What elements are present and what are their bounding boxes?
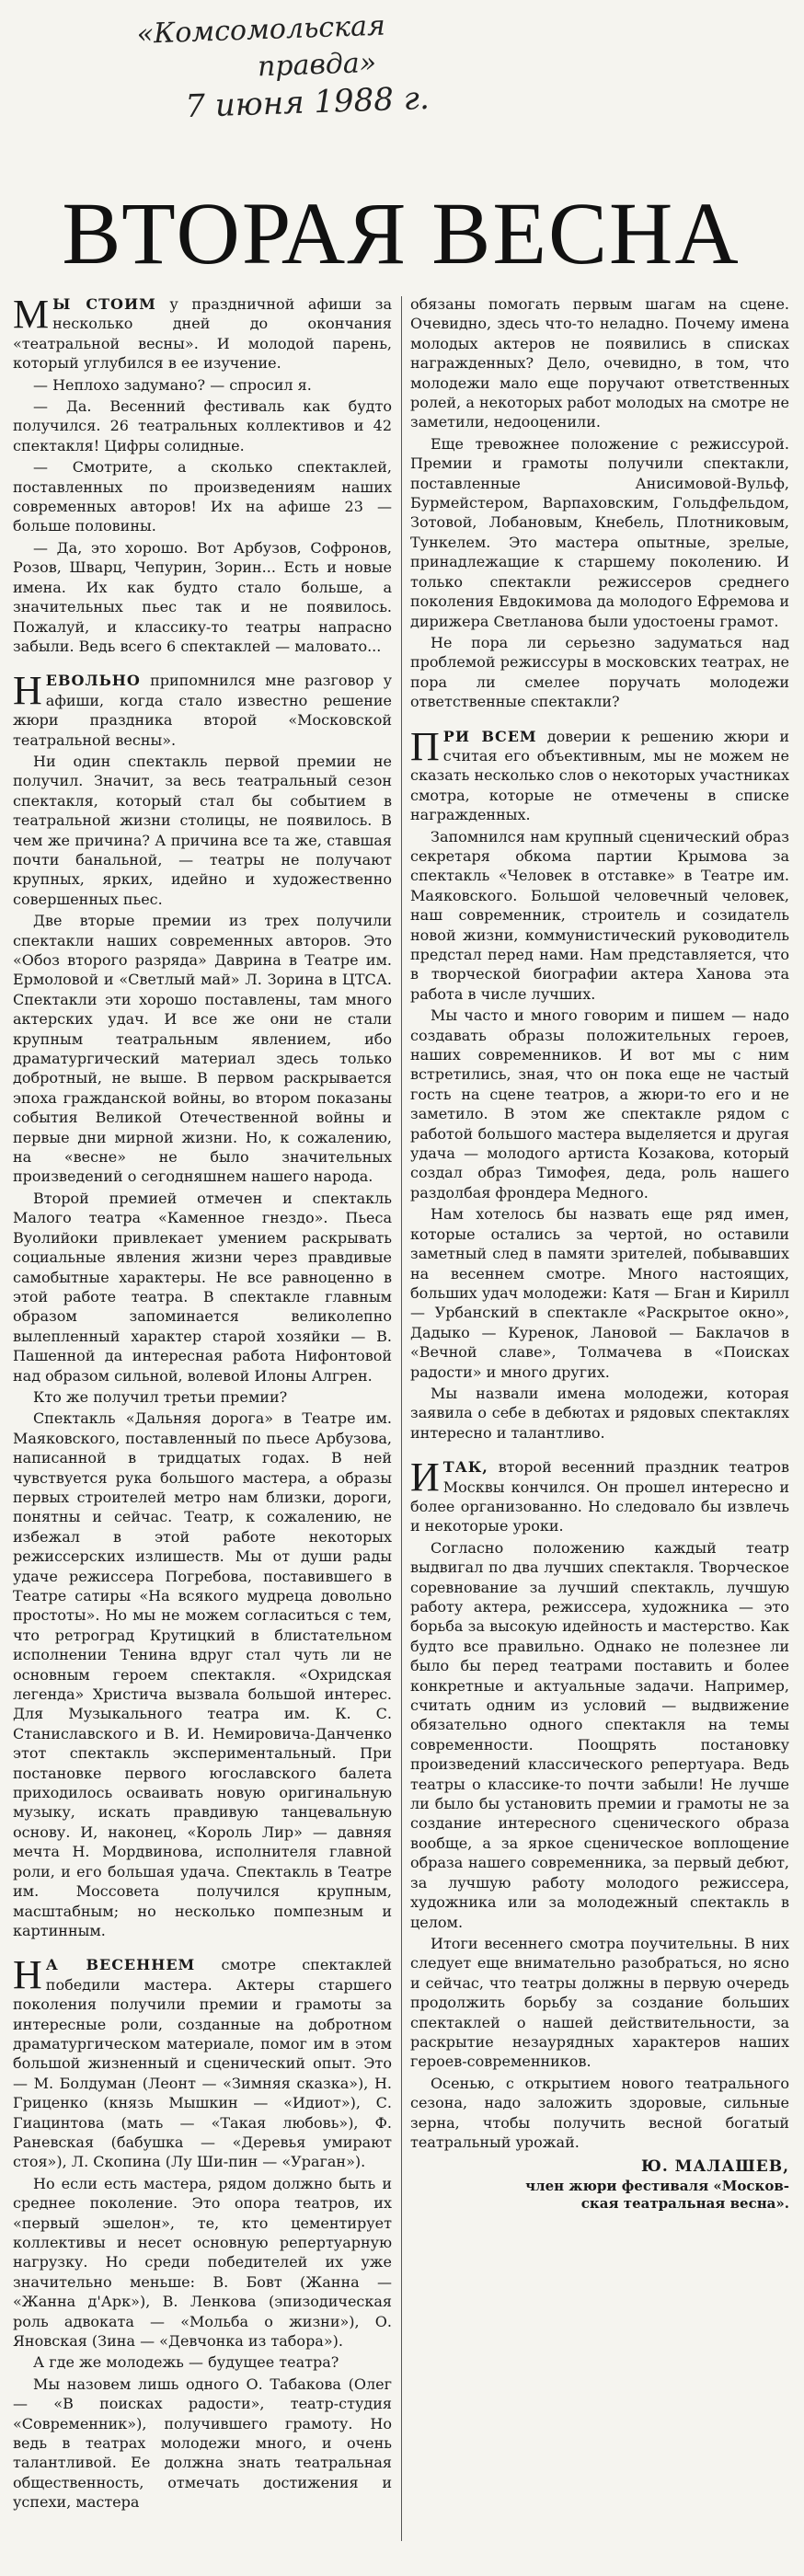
article-paragraph: Ни один спектакль первой премии не получил. Значит, за весь театральный сезон спектакля, который стал бы событием в театральной жизни столицы, не появилось. В чем же причина? А причина все та же, ставшая почти банальной, — театры не получают крупных, ярких, идейно и художественно совершенных пьес.	[13, 752, 392, 908]
paragraph-text: припомнился мне разговор у афиши, когда стало известно решение жюри праздника второй «Московской театральной весны».	[13, 672, 392, 749]
section-break	[410, 1444, 789, 1457]
column-divider	[401, 296, 402, 2541]
annotation-newspaper: «Комсомольская	[136, 9, 386, 51]
drop-cap: Н	[13, 668, 42, 714]
handwritten-annotation	[136, 6, 453, 127]
author-role: член жюри фестиваля «Москов-	[525, 2177, 789, 2194]
article-paragraph: Согласно положению каждый театр выдвигал по два лучших спектакля. Творческое соревнование за лучший спектакль, лучшую работу актера, режиссера, художника — это борьба за высокую идейность и мастерство. Как будто все правильно. Однако не полезнее ли было бы перед театрами поставить и более конкретные и актуальные задачи. Например, считать одним из условий — выдвижение обязательно одного спектакля на темы современности. Поощрять постановку произведений классического репертуара. Ведь театры о классике-то почти забыли! Не лучше ли было бы установить премии и грамоты не за создание интересного сценического образа вообще, а за яркое сценическое воплощение образа нашего современника, за первый дебют, за лучшую работу молодого режиссера, художника или за молодежный спектакль в целом.	[410, 1538, 789, 1931]
drop-cap: М	[13, 292, 50, 337]
article-paragraph: Не пора ли серьезно задуматься над проблемой режиссуры в московских театрах, не пора ли смелее поручать молодежи ответственные спектакли?	[410, 633, 789, 711]
dialog-line: — Да. Весенний фестиваль как будто получился. 26 театральных коллективов и 42 спектакля! Цифры солидные.	[13, 397, 392, 454]
dialog-line: — Неплохо задумано? — спросил я.	[33, 375, 312, 394]
section-break	[410, 714, 789, 727]
section-break	[13, 658, 392, 671]
article-paragraph	[410, 723, 789, 825]
article-paragraph	[13, 1952, 392, 2171]
article-right-column	[410, 294, 789, 2213]
paragraph-text: доверии к решению жюри и считая его объективным, мы не можем не сказать несколько слов о некоторых участниках смотра, которые не отмечены в списке награжденных.	[410, 727, 789, 824]
article-paragraph: Спектакль «Дальняя дорога» в Театре им. Маяковского, поставленный по пьесе Арбузова, написанной в тридцатых годах. В ней чувствуется рука большого мастера, а образы первых строителей метро нам близки, дороги, понятны и сейчас. Театр, к сожалению, не избежал в этой работе некоторых режиссерских излишеств. Мы от души рады удаче режиссера Погребова, поставившего в Театре сатиры «На всякого мудреца довольно простоты». Но мы не можем согласиться с тем, что ретроград Крутицкий в блистательном исполнении Тенина вдруг стал чуть ли не основным героем спектакля. «Охридская легенда» Христича вызвала большой интерес. Для Музыкального театра им. К. С. Станиславского и В. И. Немировича-Данченко этот спектакль экспериментальный. При постановке первого югославского балета приходилось осваивать новую оригинальную музыку, искать правдивую танцевальную основу. И, наконец, «Король Лир» — давняя мечта Н. Мордвинова, исполнителя главной роли, и его большая удача. Спектакль в Театре им. Моссовета получился крупным, масштабным; но несколько помпезным и картинным.	[13, 1409, 392, 1939]
dialog-line: — Смотрите, а сколько спектаклей, поставленных по произведениям наших современных авторов! Их на афише 23 — больше половины.	[13, 458, 392, 535]
paragraph-text: смотре спектаклей победили мастера. Актеры старшего поколения получили премии и грамоты за интересные роли, созданные на добротном драматургическом материале, помог им в этом большой жизненный и сценический опыт. Это — М. Болдуман (Леонт — «Зимняя сказка»), Н. Гриценко (князь Мышкин — «Идиот»), С. Гиацинтова (мать — «Такая любовь»), Ф. Раневская (бабушка — «Деревья умирают стоя»), Л. Скопина (Лу Ши-пин — «Ураган»).	[13, 1956, 392, 2171]
article-paragraph: Но если есть мастера, рядом должно быть и среднее поколение. Это опора театров, их «первый эшелон», те, кто цементирует коллективы и несет основную репертуарную нагрузку. Но среди победителей их уже значительно меньше: В. Бовт (Жанна — «Жанна д'Арк»), В. Ленкова (эпизодическая роль адвоката — «Мольба о жизни»), О. Яновская (Зина — «Девчонка из табора»).	[13, 2174, 392, 2351]
paragraph-text: второй весенний праздник театров Москвы кончился. Он прошел интересно и более организованно. Но следовало бы извлечь и некоторые уроки.	[410, 1458, 789, 1535]
paragraph-text: у праздничной афиши за несколько дней до окончания «театральной весны». И молодой парень, который углубился в ее изучение.	[13, 295, 392, 373]
article-paragraph: Второй премией отмечен и спектакль Малого театра «Каменное гнездо». Пьеса Вуолийоки привлекает умением раскрывать социальные явления жизни через правдивые самобытные характеры. Не все равноценно в этой работе театра. В спектакле главным образом запоминается великолепно вылепленный характер старой хозяйки — В. Пашенной да интересная работа Нифонтовой над образом сильной, волевой Илоны Алгрен.	[13, 1189, 392, 1385]
article-paragraph: Итоги весеннего смотра поучительны. В них следует еще внимательно разобраться, но ясно и сейчас, что театры должны в первую очередь продолжить борьбу за создание больших спектаклей о нашей действительности, за раскрытие незаурядных характеров наших героев-современников.	[410, 1934, 789, 2071]
lead-in-caps: А ВЕСЕННЕМ	[45, 1956, 196, 1974]
article-paragraph	[410, 1457, 789, 1536]
article-paragraph: Кто же получил третьи премии?	[33, 1387, 288, 1406]
lead-in-caps: Ы СТОИМ	[52, 295, 156, 313]
lead-in-caps: ТАК,	[442, 1458, 488, 1477]
lead-in-caps: РИ ВСЕМ	[442, 727, 537, 745]
article-paragraph: Еще тревожнее положение с режиссурой. Премии и грамоты получили спектакли, поставленные Анисимовой-Вульф, Бурмейстером, Варпаховским, Гольдфельдом, Зотовой, Лобановым, Кнебель, Плотниковым, Тункелем. Это мастера опытные, зрелые, принадлежащие к старшему поколению. И только спектакли режиссеров среднего поколения Евдокимова да молодого Ефремова и дирижера Светланова были удостоены грамот.	[410, 434, 789, 630]
article-paragraph: А где же молодежь — будущее театра?	[33, 2353, 339, 2372]
annotation-newspaper-cont: правда»	[257, 46, 377, 84]
article-paragraph	[13, 294, 392, 374]
author-role: ская театральная весна».	[580, 2194, 789, 2212]
article-paragraph: Две вторые премии из трех получили спектакли наших современных авторов. Это «Обоз второго разряда» Даврина в Театре им. Ермоловой и «Светлый май» Л. Зорина в ЦТСА. Спектакли эти хорошо поставлены, там много актерских удач. И все же они не стали крупным театральным явлением, ибо драматургический материал здесь только добротный, не выше. В первом раскрывается эпоха гражданской войны, во втором показаны события Великой Отечественной войны и первые дни мирной жизни. Но, к сожалению, на «весне» не было значительных произведений о сегодняшнем нашего народа.	[13, 912, 392, 1186]
drop-cap: П	[410, 723, 440, 769]
annotation-date: 7 июня 1988 г.	[184, 79, 431, 126]
drop-cap: Н	[13, 1952, 42, 1998]
article-left-column	[13, 294, 392, 2514]
article-paragraph: Осенью, с открытием нового театрального сезона, надо заложить здоровые, сильные зерна, чтобы получить весной богатый театральный урожай.	[410, 2074, 789, 2151]
article-paragraph: Нам хотелось бы назвать еще ряд имен, которые остались за чертой, но оставили заметный след в памяти зрителей, побывавших на весеннем смотре. Много настоящих, больших удач молодежи: Катя — Бган и Кирилл — Урбанский в спектакле «Раскрытое окно», Дадыко — Куренок, Лановой — Баклачов в «Вечной славе», Толмачева в «Поисках радости» и много других.	[410, 1205, 789, 1381]
article-paragraph: Мы назовем лишь одного О. Табакова (Олег — «В поисках радости», театр-студия «Современник»), получившего грамоту. Но ведь в театрах молодежи много, и очень талантливой. Ее должна знать театральная общественность, отмечать достижения и успехи, мастера	[13, 2375, 392, 2512]
drop-cap: И	[410, 1455, 440, 1501]
article-paragraph: обязаны помогать первым шагам на сцене. Очевидно, здесь что-то неладно. Почему имена молодых актеров не появились в списках награжденных? Дело, очевидно, в том, что молодежи мало еще поручают ответственных ролей, а некоторых работ молодых на смотре не заметили, недооценили.	[410, 295, 789, 431]
article-headline: ВТОРАЯ ВЕСНА	[62, 184, 741, 282]
article-paragraph: Мы часто и много говорим и пишем — надо создавать образы положительных героев, наших современников. И вот мы с ним встретились, зная, что он пока еще не частый гость на сцене театров, а жюри-то его и не заметило. В этом же спектакле рядом с работой большого мастера выделяется и другая удача — молодого артиста Козакова, который создал образ Тимофея, деда, роль нашего раздолбая фрондера Медного.	[410, 1006, 789, 1202]
article-paragraph: Запомнился нам крупный сценический образ секретаря обкома партии Крымова за спектакль «Человек в отставке» в Театре им. Маяковского. Большой человечный человек, наш современник, строитель и созидатель новой жизни, коммунистический руководитель предстал перед нами. Нам представляется, что в творческой биографии актера Ханова эта работа в числе лучших.	[410, 827, 789, 1003]
article-paragraph	[13, 668, 392, 750]
dialog-line: — Да, это хорошо. Вот Арбузов, Софронов, Розов, Шварц, Чепурин, Зорин... Есть и новые имена. Их как будто стало больше, а значительных пьес так и не появилось. Пожалуй, и классику-то театры напрасно забыли. Ведь всего 6 спектаклей — маловато...	[13, 538, 392, 655]
author-signature: Ю. МАЛАШЕВ,	[640, 2157, 789, 2177]
section-break	[13, 1942, 392, 1955]
article-paragraph: Мы назвали имена молодежи, которая заявила о себе в дебютах и рядовых спектаклях интересно и талантливо.	[410, 1384, 789, 1442]
lead-in-caps: ЕВОЛЬНО	[45, 672, 141, 690]
